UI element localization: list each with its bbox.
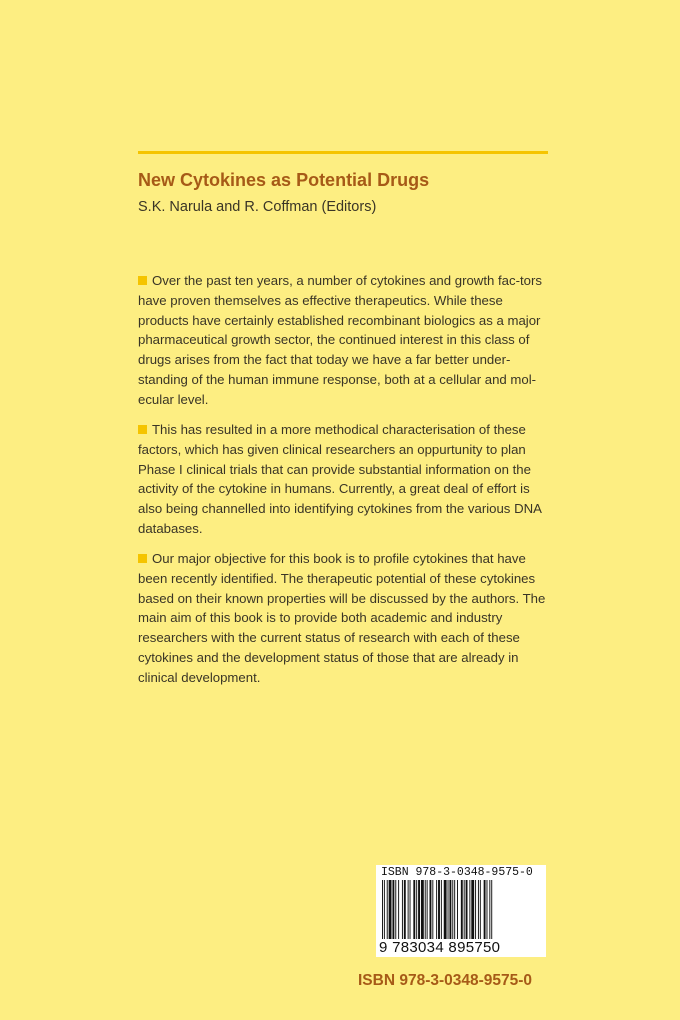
book-editors: S.K. Narula and R. Coffman (Editors) xyxy=(138,199,377,215)
barcode-bar xyxy=(457,880,458,942)
barcode-bar xyxy=(475,880,476,942)
barcode-bar xyxy=(410,880,411,942)
barcode-bar xyxy=(402,880,403,942)
barcode-digits: 9 783034 895750 xyxy=(379,939,501,956)
description-paragraph-2 xyxy=(138,420,556,539)
barcode-bar xyxy=(454,880,455,942)
barcode-bar xyxy=(413,880,415,942)
barcode-bar xyxy=(466,880,468,942)
barcode-bar xyxy=(416,880,417,942)
book-title: New Cytokines as Potential Drugs xyxy=(138,170,430,190)
barcode-bar xyxy=(418,880,420,942)
paragraph-text: Over the past ten years, a number of cytokines and growth fac-tors have proven themselves as effective therapeutics. While these products have certainly established recombinant biologics as a major pharmaceutical growth sector, the continued interest in this class of drugs arises from the fact that today we have a far better under-standing of the human immune response, both at a cellular and mol-ecular level. xyxy=(138,273,542,407)
barcode-bar xyxy=(464,880,465,942)
barcode-bar xyxy=(425,880,426,942)
top-rule xyxy=(138,151,548,154)
barcode-bar xyxy=(491,880,492,942)
barcode-bar xyxy=(449,880,451,942)
barcode-bar xyxy=(392,880,394,942)
barcode-bar xyxy=(487,880,488,942)
description-paragraph-3 xyxy=(138,549,556,688)
barcode-bar xyxy=(404,880,406,942)
barcode-bar xyxy=(461,880,463,942)
barcode-bar xyxy=(421,880,424,942)
barcode-bar xyxy=(471,880,474,942)
barcode-bar xyxy=(395,880,396,942)
barcode-bar xyxy=(436,880,437,942)
barcode-bar xyxy=(480,880,481,942)
barcode-bar xyxy=(398,880,399,942)
barcode-bar xyxy=(389,880,392,942)
barcode-panel xyxy=(376,865,546,957)
barcode-bars xyxy=(380,880,542,942)
barcode-bar xyxy=(469,880,470,942)
barcode-bar xyxy=(387,880,388,942)
barcode-bar xyxy=(444,880,447,942)
barcode-bar xyxy=(484,880,486,942)
square-bullet-icon xyxy=(138,425,147,434)
barcode-bar xyxy=(478,880,479,942)
barcode-bar xyxy=(489,880,490,942)
square-bullet-icon xyxy=(138,554,147,563)
barcode-bar xyxy=(448,880,449,942)
barcode-bar xyxy=(441,880,442,942)
description-paragraph-1 xyxy=(138,271,556,410)
barcode-bar xyxy=(408,880,409,942)
barcode-bar xyxy=(430,880,432,942)
barcode-bar xyxy=(427,880,428,942)
paragraph-text: Our major objective for this book is to profile cytokines that have been recently identified. The therapeutic potential of these cytokines based on their known properties will be discussed by the authors. The main aim of this book is to provide both academic and industry researchers with the current status of research with each of these cytokines and the development status of those that are already in clinical development. xyxy=(138,551,546,685)
paragraph-text: This has resulted in a more methodical characterisation of these factors, which has given clinical researchers an oppurtunity to plan Phase I clinical trials that can provide substantial information on the activity of the cytokine in humans. Currently, a great deal of effort is also being channelled into identifying cytokines from the various DNA databases. xyxy=(138,422,542,536)
barcode-bar xyxy=(382,880,383,942)
isbn-number: ISBN 978-3-0348-9575-0 xyxy=(358,972,533,989)
barcode-bar xyxy=(452,880,453,942)
barcode-isbn-label: ISBN 978-3-0348-9575-0 xyxy=(381,866,533,879)
barcode-bar xyxy=(432,880,433,942)
barcode-bar xyxy=(438,880,440,942)
barcode-bar xyxy=(384,880,385,942)
square-bullet-icon xyxy=(138,276,147,285)
